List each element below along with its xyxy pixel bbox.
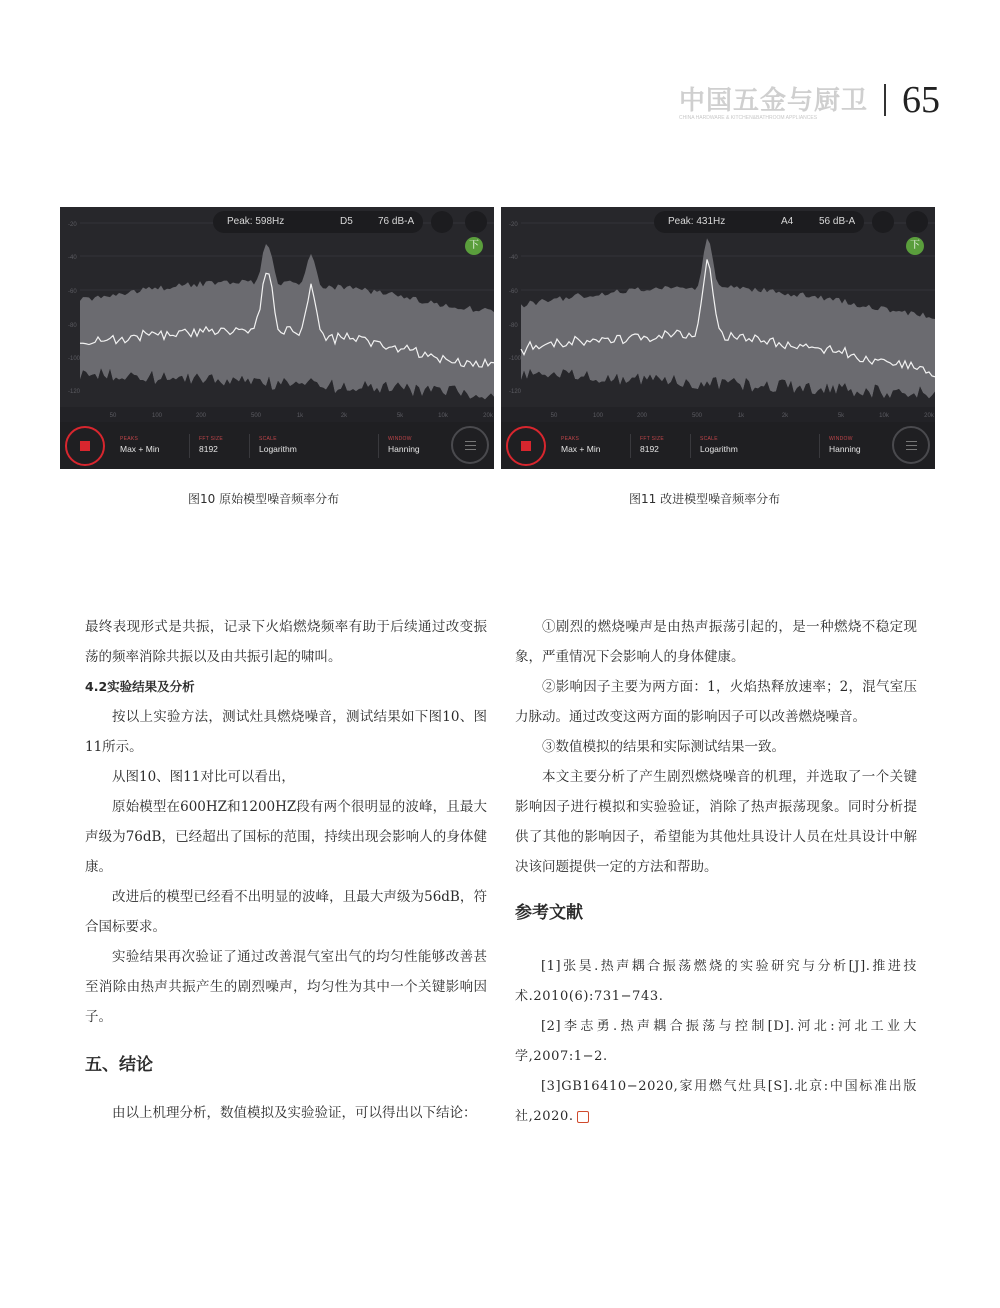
expand-icon[interactable]	[906, 211, 928, 233]
x-tick-label: 100	[592, 413, 604, 419]
x-tick-label: 1k	[296, 413, 304, 419]
x-tick-label: 20k	[483, 413, 493, 419]
param-fft-size[interactable]	[199, 436, 223, 454]
param-value: Max + Min	[561, 444, 601, 454]
x-tick-label: 10k	[879, 413, 889, 419]
paragraph: 由以上机理分析，数值模拟及实验验证，可以得出以下结论：	[112, 1105, 477, 1121]
y-tick-label: -80	[509, 323, 518, 329]
param-key: PEAKS	[561, 436, 580, 442]
param-scale[interactable]	[700, 436, 738, 454]
param-divider	[690, 434, 691, 458]
y-tick-label: -40	[68, 255, 77, 261]
y-tick-label: -120	[509, 389, 522, 395]
stop-record-button[interactable]	[65, 426, 105, 466]
x-tick-label: 100	[151, 413, 163, 419]
param-value: Hanning	[388, 444, 420, 454]
peak-info-bar	[213, 211, 423, 233]
peak-note: D5	[340, 216, 353, 227]
y-tick-label: -120	[68, 389, 81, 395]
x-tick-label: 50	[109, 413, 117, 419]
journal-name-en: CHINA HARDWARE & KITCHEN&BATHROOM APPLIANCES	[678, 114, 818, 121]
x-tick-label: 2k	[340, 413, 348, 419]
x-tick-label: 20k	[924, 413, 934, 419]
x-axis-strip	[501, 407, 935, 422]
expand-icon[interactable]	[465, 211, 487, 233]
param-value: Hanning	[829, 444, 861, 454]
param-divider	[630, 434, 631, 458]
param-divider	[249, 434, 250, 458]
menu-icon[interactable]	[892, 426, 930, 464]
spectrum-plot	[501, 207, 935, 422]
param-peaks[interactable]	[561, 436, 600, 454]
x-tick-label: 500	[691, 413, 703, 419]
conclusion-item: ①剧烈的燃烧噪声是由热声振荡引起的，是一种燃烧不稳定现象，严重情况下会影响人的身体健康。	[515, 619, 917, 665]
y-tick-label: -60	[509, 289, 518, 295]
stop-record-button[interactable]	[506, 426, 546, 466]
reference-item: [1]张昊.热声耦合振荡燃烧的实验研究与分析[J].推进技术.2010(6):731−743.	[515, 959, 917, 1004]
paragraph: 从图10、图11对比可以看出，	[112, 769, 295, 785]
param-key: SCALE	[259, 436, 277, 442]
x-tick-label: 500	[250, 413, 262, 419]
y-tick-label: -40	[509, 255, 518, 261]
figure-caption-fig10: 图10 原始模型噪音频率分布	[188, 492, 340, 506]
journal-name: 中国五金与厨卫	[678, 85, 868, 116]
peak-level: 76 dB-A	[378, 216, 415, 227]
reference-item	[515, 1072, 917, 1132]
y-tick-label: -100	[68, 356, 81, 362]
references-heading: 参考文献	[515, 903, 583, 923]
end-mark-icon	[577, 1111, 589, 1123]
menu-icon[interactable]	[451, 426, 489, 464]
control-bar	[501, 422, 935, 469]
param-fft-size[interactable]	[640, 436, 664, 454]
param-value: 8192	[199, 444, 218, 454]
x-tick-label: 50	[550, 413, 558, 419]
header-divider	[884, 84, 886, 116]
page-number: 65	[902, 79, 940, 121]
param-scale[interactable]	[259, 436, 297, 454]
x-axis-strip	[60, 407, 494, 422]
param-value: 8192	[640, 444, 659, 454]
spectrum-plot	[60, 207, 494, 422]
x-tick-label: 2k	[781, 413, 789, 419]
y-tick-label: -80	[68, 323, 77, 329]
peak-level: 56 dB-A	[819, 216, 856, 227]
control-bar	[60, 422, 494, 469]
param-window[interactable]	[388, 436, 420, 454]
conclusion-item: ②影响因子主要为两方面：1，火焰热释放速率；2，混气室压力脉动。通过改变这两方面的影响因子可以改善燃烧噪音。	[515, 679, 917, 725]
section-heading: 五、结论	[85, 1055, 153, 1075]
param-value: Logarithm	[700, 444, 738, 454]
param-value: Logarithm	[259, 444, 297, 454]
subsection-heading: 4.2实验结果及分析	[85, 679, 195, 694]
reference-text: [3]GB16410−2020,家用燃气灶具[S].北京:中国标准出版社,2020.	[515, 1079, 917, 1124]
download-badge[interactable]: 下	[465, 237, 483, 255]
y-tick-label: -20	[68, 222, 77, 228]
x-tick-label: 200	[636, 413, 648, 419]
x-tick-label: 1k	[737, 413, 745, 419]
peak-frequency: Peak: 598Hz	[227, 216, 285, 227]
paragraph: 最终表现形式是共振，记录下火焰燃烧频率有助于后续通过改变振荡的频率消除共振以及由共振引起的啸叫。	[85, 619, 487, 665]
y-tick-label: -20	[509, 222, 518, 228]
x-tick-label: 200	[195, 413, 207, 419]
paragraph: 改进后的模型已经看不出明显的波峰，且最大声级为56dB，符合国标要求。	[85, 889, 487, 935]
right-column	[515, 612, 917, 1132]
x-tick-label: 5k	[396, 413, 404, 419]
paragraph: 实验结果再次验证了通过改善混气室出气的均匀性能够改善甚至消除由热声共振产生的剧烈噪声，均匀性为其中一个关键影响因子。	[85, 949, 487, 1025]
paragraph: 按以上实验方法，测试灶具燃烧噪音，测试结果如下图10、图11所示。	[85, 709, 487, 755]
param-key: WINDOW	[829, 436, 853, 442]
paragraph: 原始模型在600HZ和1200HZ段有两个很明显的波峰，且最大声级为76dB，已经超出了国标的范围，持续出现会影响人的身体健康。	[85, 799, 487, 875]
param-key: SCALE	[700, 436, 718, 442]
crosshair-icon[interactable]	[431, 211, 453, 233]
spectrum-screen-fig11	[501, 207, 935, 469]
peak-info-bar	[654, 211, 864, 233]
download-badge[interactable]: 下	[906, 237, 924, 255]
paragraph: 本文主要分析了产生剧烈燃烧噪音的机理，并选取了一个关键影响因子进行模拟和实验验证，消除了热声振荡现象。同时分析提供了其他的影响因子，希望能为其他灶具设计人员在灶具设计中解决该问题提供一定的方法和帮助。	[515, 769, 917, 875]
figure-caption-fig11: 图11 改进模型噪音频率分布	[629, 492, 781, 506]
journal-logo	[679, 80, 868, 121]
y-tick-label: -60	[68, 289, 77, 295]
max-min-band	[521, 238, 935, 398]
param-divider	[189, 434, 190, 458]
crosshair-icon[interactable]	[872, 211, 894, 233]
peak-frequency: Peak: 431Hz	[668, 216, 726, 227]
param-value: Max + Min	[120, 444, 160, 454]
param-key: FFT SIZE	[640, 436, 664, 442]
max-min-band	[80, 244, 494, 399]
page-header	[679, 78, 940, 122]
param-key: FFT SIZE	[199, 436, 223, 442]
y-tick-label: -100	[509, 356, 522, 362]
param-window[interactable]	[829, 436, 861, 454]
param-key: WINDOW	[388, 436, 412, 442]
x-tick-label: 5k	[837, 413, 845, 419]
left-column	[85, 612, 487, 1128]
spectrum-screen-fig10	[60, 207, 494, 469]
param-key: PEAKS	[120, 436, 139, 442]
reference-item: [2]李志勇.热声耦合振荡与控制[D].河北:河北工业大学,2007:1−2.	[515, 1019, 917, 1064]
conclusion-item: ③数值模拟的结果和实际测试结果一致。	[542, 739, 785, 755]
param-divider	[819, 434, 820, 458]
param-divider	[378, 434, 379, 458]
peak-note: A4	[781, 216, 794, 227]
x-tick-label: 10k	[438, 413, 448, 419]
param-peaks[interactable]	[120, 436, 159, 454]
